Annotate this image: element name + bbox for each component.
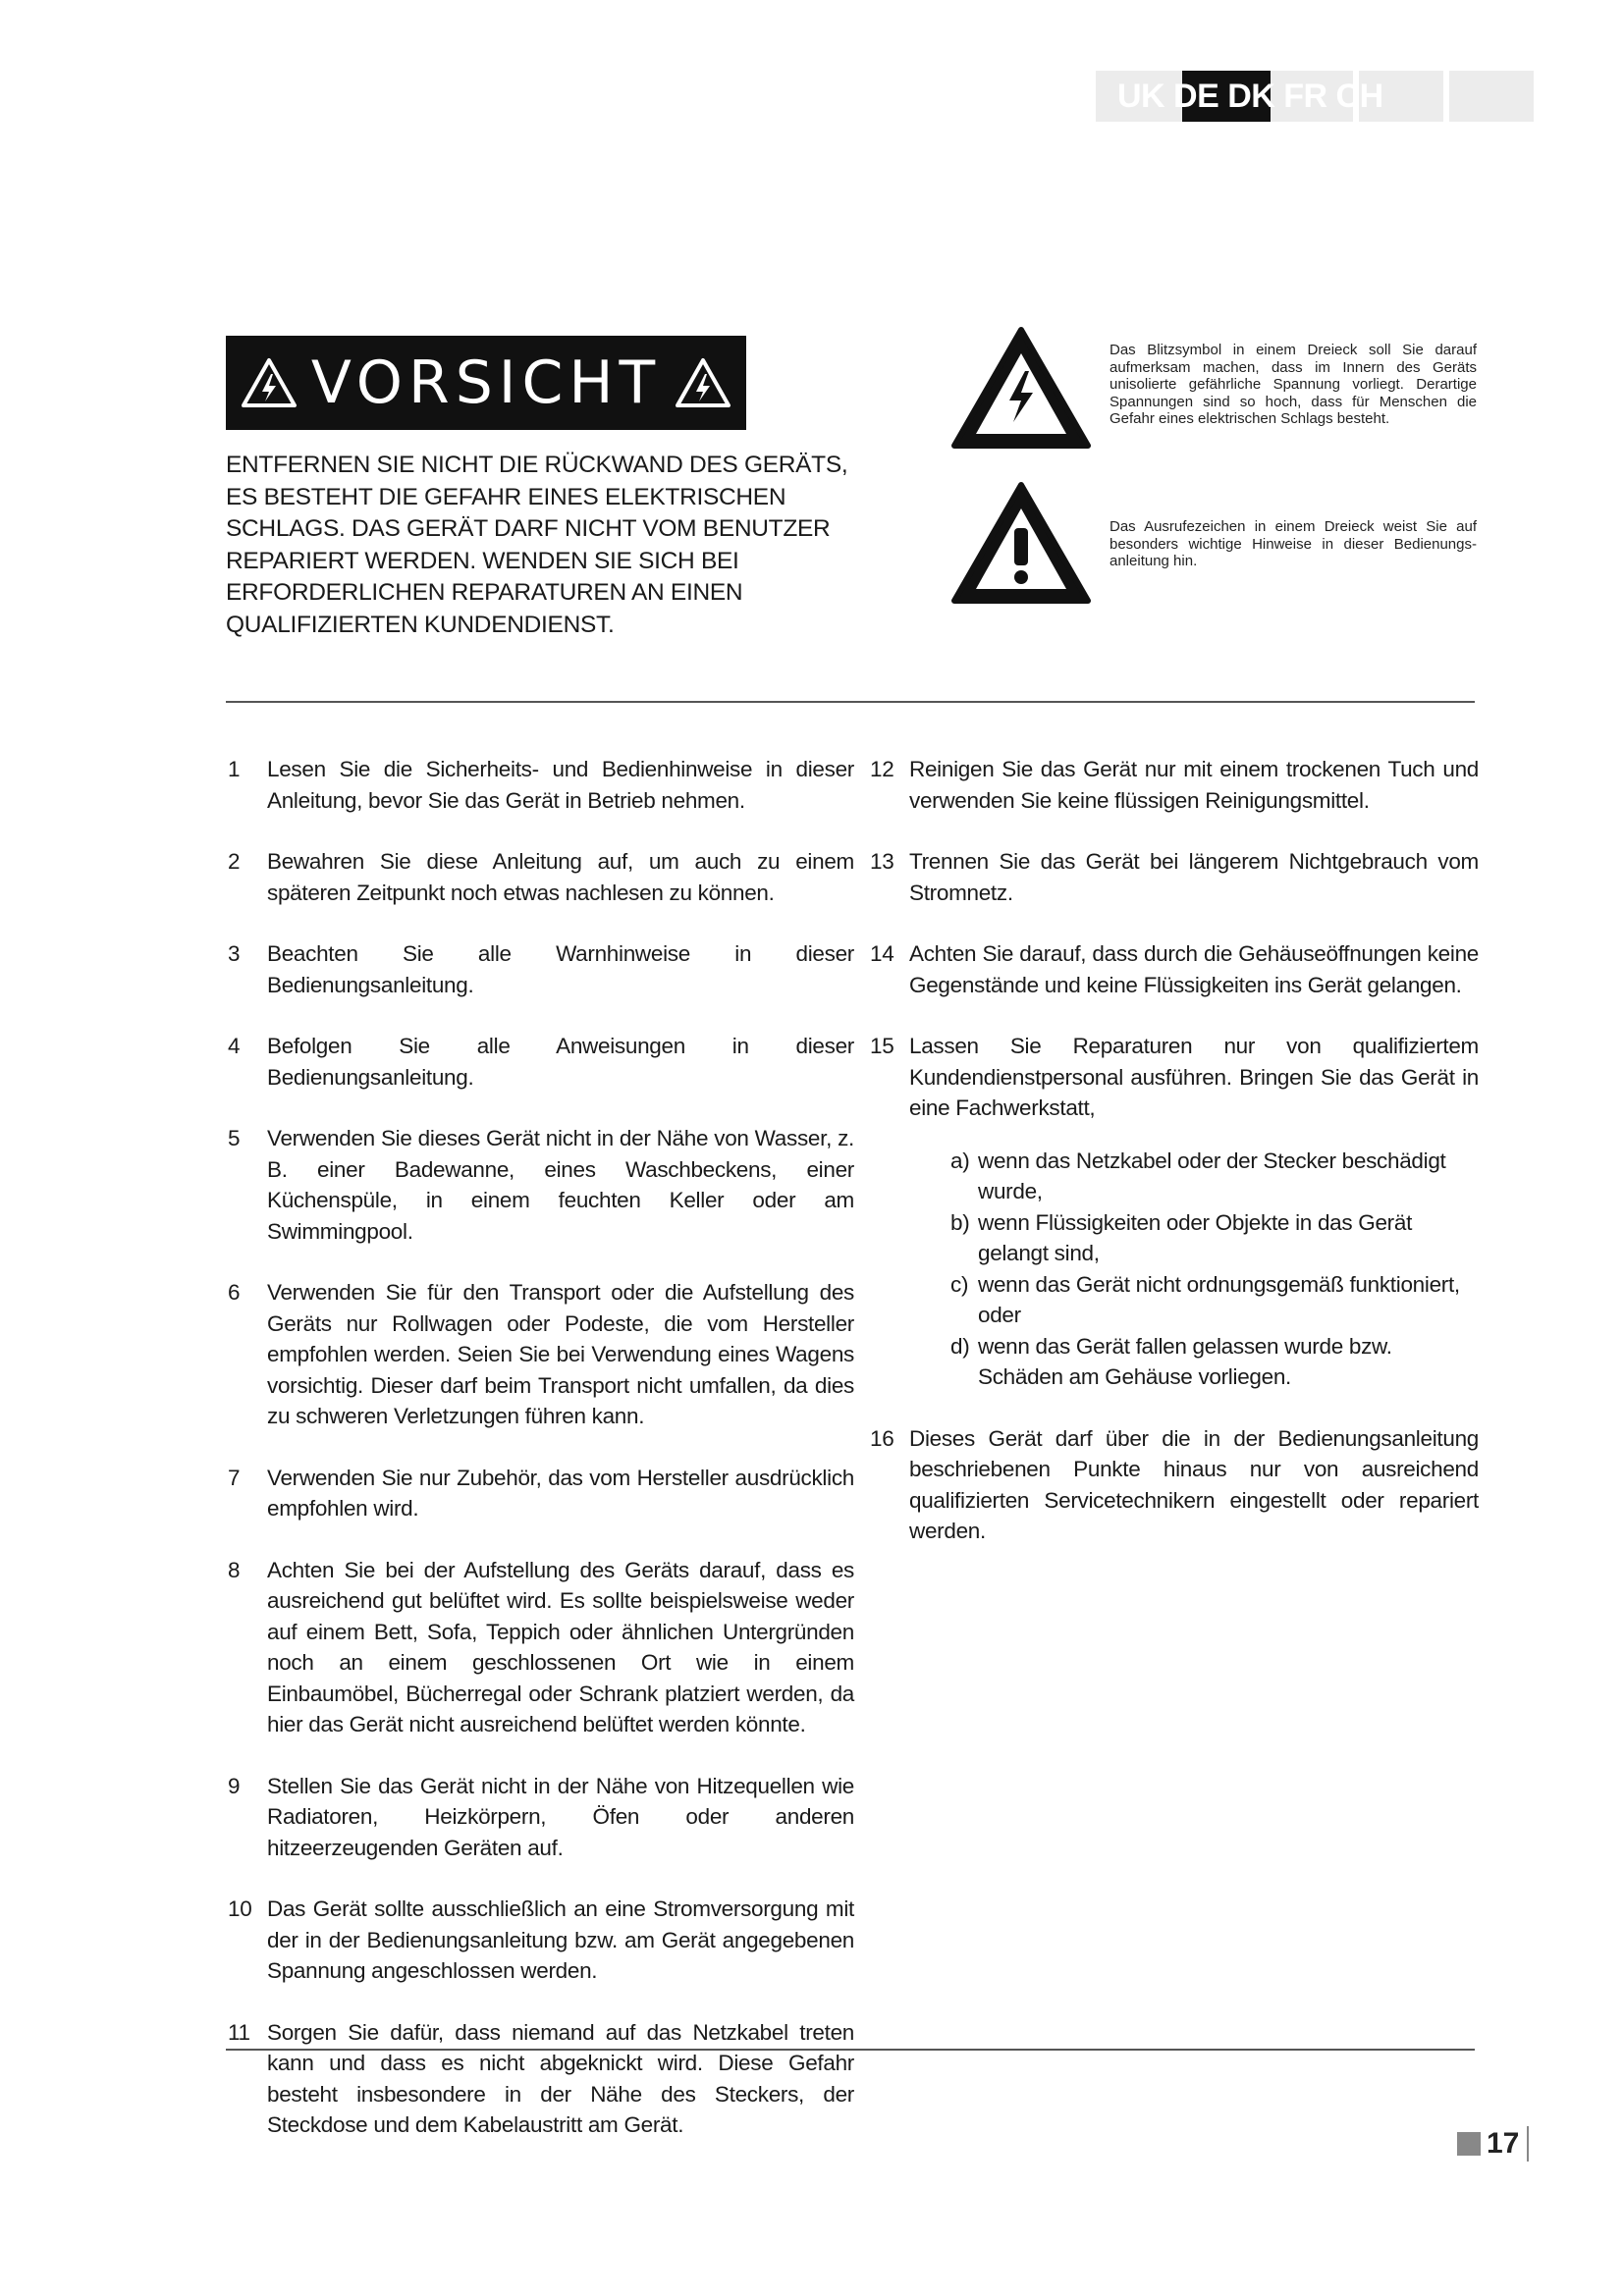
item-number: 1 bbox=[228, 757, 241, 781]
item-text: Beachten Sie alle Warnhinweise in dieser Bedienungsanleitung. bbox=[267, 941, 854, 997]
list-item bbox=[228, 1463, 854, 1524]
sub-item bbox=[950, 1331, 1479, 1393]
item-number: 2 bbox=[228, 849, 241, 874]
item-number: 11 bbox=[228, 2019, 250, 2045]
item-number: 9 bbox=[228, 1773, 241, 1798]
lightning-symbol-description: Das Blitzsymbol in einem Dreieck soll Sie darauf aufmerksam machen, dass im Innern des Geräts unisolierte gefährliche Spannung vorliegt. Derartige Spannungen sind so hoch, dass für Menschen die Gefahr eines elektrischen Schlags besteht. bbox=[1110, 342, 1477, 427]
bolt-warning-icon bbox=[241, 357, 298, 408]
instructions-left-column bbox=[228, 754, 854, 2171]
item-text: Lassen Sie Reparaturen nur von qualifiziertem Kundendienstpersonal ausführen. Bringen Sie das Gerät in eine Fachwerkstatt, bbox=[909, 1034, 1479, 1120]
item-text: Sorgen Sie dafür, dass niemand auf das Netzkabel treten kann und dass es nicht abgeknickt wird. Diese Gefahr besteht insbesondere in der Nähe des Steckers, der Steckdose und dem Kabelaustritt am Gerät. bbox=[267, 2019, 854, 2137]
item-number: 16 bbox=[870, 1425, 894, 1451]
list-item bbox=[228, 1031, 854, 1093]
sub-item-label: a) bbox=[950, 1148, 970, 1173]
list-item bbox=[228, 1123, 854, 1247]
language-tab-background bbox=[1449, 71, 1534, 122]
item-text: Verwenden Sie nur Zubehör, das vom Hersteller ausdrücklich empfohlen wird. bbox=[267, 1465, 854, 1521]
sub-item-text: wenn das Gerät nicht ordnungsgemäß funktioniert, oder bbox=[978, 1271, 1460, 1327]
item-text: Verwenden Sie für den Transport oder die Aufstellung des Geräts nur Rollwagen oder Podeste, die vom Hersteller empfohlen werden. Seien Sie bei Verwendung eines Wagens vorsichtig. Dieser darf beim Transport nicht umfallen, da dies zu schweren Verletzungen führen kann. bbox=[267, 1280, 854, 1428]
exclamation-triangle-icon bbox=[948, 479, 1094, 607]
list-item bbox=[870, 938, 1479, 1000]
list-item bbox=[228, 1555, 854, 1740]
list-item bbox=[228, 754, 854, 816]
page-marker-bar bbox=[1527, 2126, 1529, 2162]
item-number: 10 bbox=[228, 1896, 252, 1921]
page-number bbox=[1457, 2124, 1529, 2163]
bolt-warning-icon bbox=[675, 357, 731, 408]
sub-item bbox=[950, 1207, 1479, 1269]
sub-item-label: c) bbox=[950, 1271, 969, 1297]
list-item bbox=[870, 1031, 1479, 1124]
list-item bbox=[228, 846, 854, 908]
item-text: Dieses Gerät darf über die in der Bedienungsanleitung beschriebenen Punkte hinaus nur von ausreichend qualifizierten Servicetechnikern eingestellt oder repariert werden. bbox=[909, 1425, 1479, 1543]
caution-text: ENTFERNEN SIE NICHT DIE RÜCKWAND DES GERÄTS, ES BESTEHT DIE GEFAHR EINES ELEKTRISCHEN SCHLAGS. DAS GERÄT DARF NICHT VOM BENUTZER REPARIERT WERDEN. WENDEN SIE SICH BEI ERFORDERLICHEN REPARATUREN AN EINEN QUALIFIZIERTEN KUNDENDIENST. bbox=[226, 452, 848, 638]
lightning-triangle-icon bbox=[948, 324, 1094, 452]
list-item bbox=[228, 2017, 854, 2141]
page-number-text: 17 bbox=[1487, 2127, 1520, 2160]
list-item bbox=[228, 938, 854, 1000]
item-number: 3 bbox=[228, 941, 241, 966]
item-text: Reinigen Sie das Gerät nur mit einem trockenen Tuch und verwenden Sie keine flüssigen Reinigungsmittel. bbox=[909, 757, 1479, 813]
sub-list bbox=[870, 1146, 1479, 1393]
exclamation-symbol-description: Das Ausrufezeichen in einem Dreieck weist Sie auf besonders wichtige Hinweise in dieser Bedienungs-anleitung hin. bbox=[1110, 518, 1477, 569]
caution-banner bbox=[226, 336, 746, 430]
sub-item-label: b) bbox=[950, 1209, 970, 1235]
list-item bbox=[870, 754, 1479, 816]
item-text: Achten Sie bei der Aufstellung des Geräts darauf, dass es ausreichend gut belüftet wird. Es sollte beispielsweise weder auf einem Bett, Sofa, Teppich oder ähnlichen Untergründen noch an einem geschlossenen Ort wie in einem Einbaumöbel, Bücherregal oder Schrank platziert werden, da hier das Gerät nicht ausreichend belüftet werden könnte. bbox=[267, 1557, 854, 1736]
item-text: Das Gerät sollte ausschließlich an eine Stromversorgung mit der in der Bedienungsanleitung bzw. am Gerät angegebenen Spannung angeschlossen werden. bbox=[267, 1896, 854, 1983]
sub-item bbox=[950, 1269, 1479, 1331]
item-number: 5 bbox=[228, 1126, 241, 1150]
list-item bbox=[870, 846, 1479, 908]
item-number: 13 bbox=[870, 849, 894, 874]
item-number: 6 bbox=[228, 1280, 241, 1305]
item-text: Stellen Sie das Gerät nicht in der Nähe von Hitzequellen wie Radiatoren, Heizkörpern, Öfen oder anderen hitzeerzeugenden Geräten auf. bbox=[267, 1773, 854, 1860]
sub-item-label: d) bbox=[950, 1333, 970, 1359]
language-tab-bar bbox=[1096, 71, 1534, 122]
list-item bbox=[228, 1277, 854, 1432]
sub-item-text: wenn das Gerät fallen gelassen wurde bzw. Schäden am Gehäuse vorliegen. bbox=[978, 1333, 1392, 1389]
item-number: 8 bbox=[228, 1557, 241, 1582]
list-item bbox=[228, 1894, 854, 1987]
sub-item-text: wenn das Netzkabel oder der Stecker beschädigt wurde, bbox=[978, 1148, 1446, 1203]
item-text: Achten Sie darauf, dass durch die Gehäuseöffnungen keine Gegenstände und keine Flüssigkeiten ins Gerät gelangen. bbox=[909, 941, 1479, 997]
page-marker-square bbox=[1457, 2132, 1481, 2156]
item-text: Bewahren Sie diese Anleitung auf, um auch zu einem späteren Zeitpunkt noch etwas nachlesen zu können. bbox=[267, 849, 854, 905]
caution-title: VORSICHT bbox=[310, 348, 662, 417]
divider bbox=[226, 2049, 1475, 2051]
item-number: 7 bbox=[228, 1465, 241, 1490]
sub-item-text: wenn Flüssigkeiten oder Objekte in das Gerät gelangt sind, bbox=[978, 1209, 1413, 1265]
language-labels: UK DE DK FR CH bbox=[1117, 78, 1383, 115]
divider bbox=[226, 701, 1475, 703]
item-text: Verwenden Sie dieses Gerät nicht in der Nähe von Wasser, z. B. einer Badewanne, eines Waschbeckens, einer Küchenspüle, in einem feuchten Keller oder am Swimmingpool. bbox=[267, 1126, 854, 1244]
item-text: Trennen Sie das Gerät bei längerem Nichtgebrauch vom Stromnetz. bbox=[909, 849, 1479, 905]
item-text: Befolgen Sie alle Anweisungen in dieser Bedienungsanleitung. bbox=[267, 1034, 854, 1090]
sub-item bbox=[950, 1146, 1479, 1207]
item-number: 14 bbox=[870, 941, 894, 966]
item-number: 4 bbox=[228, 1034, 241, 1058]
item-number: 12 bbox=[870, 757, 894, 781]
item-number: 15 bbox=[870, 1034, 894, 1058]
list-item bbox=[870, 1423, 1479, 1547]
item-text: Lesen Sie die Sicherheits- und Bedienhinweise in dieser Anleitung, bevor Sie das Gerät in Betrieb nehmen. bbox=[267, 757, 854, 813]
instructions-right-column bbox=[870, 754, 1479, 1577]
list-item bbox=[228, 1771, 854, 1864]
